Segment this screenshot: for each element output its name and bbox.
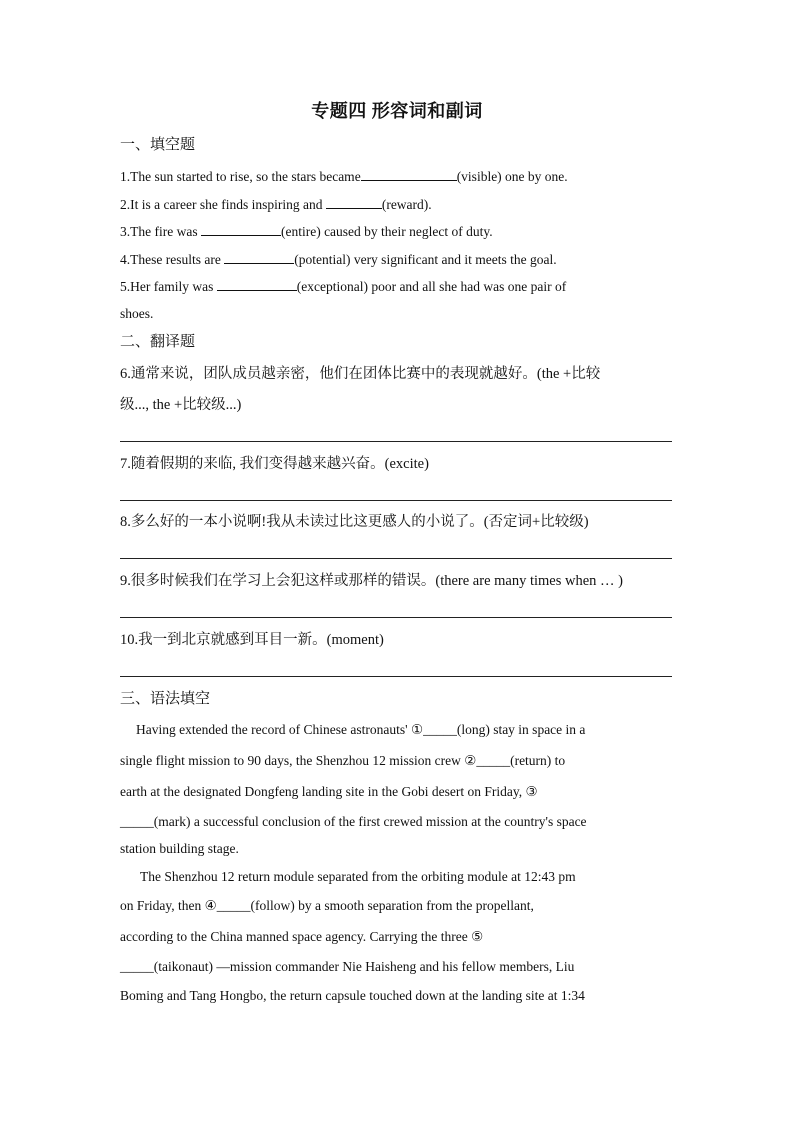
question-10: 10.我一到北京就感到耳目一新。(moment)	[120, 632, 384, 648]
passage-line: Having extended the record of Chinese astronauts' ①_____(long) stay in space in a	[136, 722, 586, 737]
section-heading-grammar: 三、语法填空	[120, 691, 211, 707]
answer-line[interactable]	[120, 500, 672, 501]
passage-line: station building stage.	[120, 841, 239, 856]
question-3-text: 3.The fire was	[120, 224, 198, 239]
page-title: 专题四 形容词和副词	[311, 101, 483, 121]
question-9: 9.很多时候我们在学习上会犯这样或那样的错误。(there are many times when … )	[120, 573, 623, 589]
answer-blank[interactable]	[217, 276, 297, 291]
passage-line: _____(taikonaut) —mission commander Nie Haisheng and his fellow members, Liu	[120, 959, 575, 974]
section-heading-translate: 二、翻译题	[120, 334, 196, 350]
section-heading-fill: 一、填空题	[120, 137, 196, 153]
question-3-hint: (entire) caused by their neglect of duty.	[280, 224, 493, 239]
question-3	[120, 221, 672, 242]
answer-line[interactable]	[120, 617, 672, 618]
question-5-text: 5.Her family was	[120, 279, 214, 294]
passage-line: on Friday, then ④_____(follow) by a smooth separation from the propellant,	[120, 898, 534, 913]
question-1-text: 1.The sun started to rise, so the stars became	[120, 169, 361, 184]
question-5	[120, 276, 672, 297]
passage-line: _____(mark) a successful conclusion of the first crewed mission at the country's space	[120, 814, 587, 829]
question-8: 8.多么好的一本小说啊!我从未读过比这更感人的小说了。(否定词+比较级)	[120, 514, 589, 530]
passage-line: earth at the designated Dongfeng landing site in the Gobi desert on Friday, ③	[120, 784, 538, 799]
question-2-hint: (reward).	[381, 197, 432, 212]
question-2	[120, 194, 672, 215]
question-4-hint: (potential) very significant and it meets the goal.	[294, 252, 557, 267]
question-1-hint: (visible) one by one.	[456, 169, 568, 184]
question-5-hint: (exceptional) poor and all she had was one pair of	[296, 279, 567, 294]
question-6: 6.通常来说，团队成员越亲密，他们在团体比赛中的表现就越好。(the +比较	[120, 366, 601, 382]
question-4-text: 4.These results are	[120, 252, 221, 267]
question-7: 7.随着假期的来临, 我们变得越来越兴奋。(excite)	[120, 456, 429, 472]
passage-line: Boming and Tang Hongbo, the return capsule touched down at the landing site at 1:34	[120, 988, 585, 1003]
answer-blank[interactable]	[201, 221, 281, 236]
passage-line: The Shenzhou 12 return module separated from the orbiting module at 12:43 pm	[140, 869, 576, 884]
question-4	[120, 249, 672, 270]
answer-blank[interactable]	[224, 249, 294, 264]
question-2-text: 2.It is a career she finds inspiring and	[120, 197, 323, 212]
answer-blank[interactable]	[361, 166, 457, 181]
passage-line: according to the China manned space agency. Carrying the three ⑤	[120, 929, 484, 944]
answer-line[interactable]	[120, 441, 672, 442]
answer-line[interactable]	[120, 558, 672, 559]
answer-line[interactable]	[120, 676, 672, 677]
question-6-continued: 级..., the +比较级...)	[120, 397, 242, 413]
answer-blank[interactable]	[326, 194, 382, 209]
passage-line: single flight mission to 90 days, the Shenzhou 12 mission crew ②_____(return) to	[120, 753, 566, 768]
question-1	[120, 166, 672, 187]
question-5-continued: shoes.	[120, 306, 154, 321]
